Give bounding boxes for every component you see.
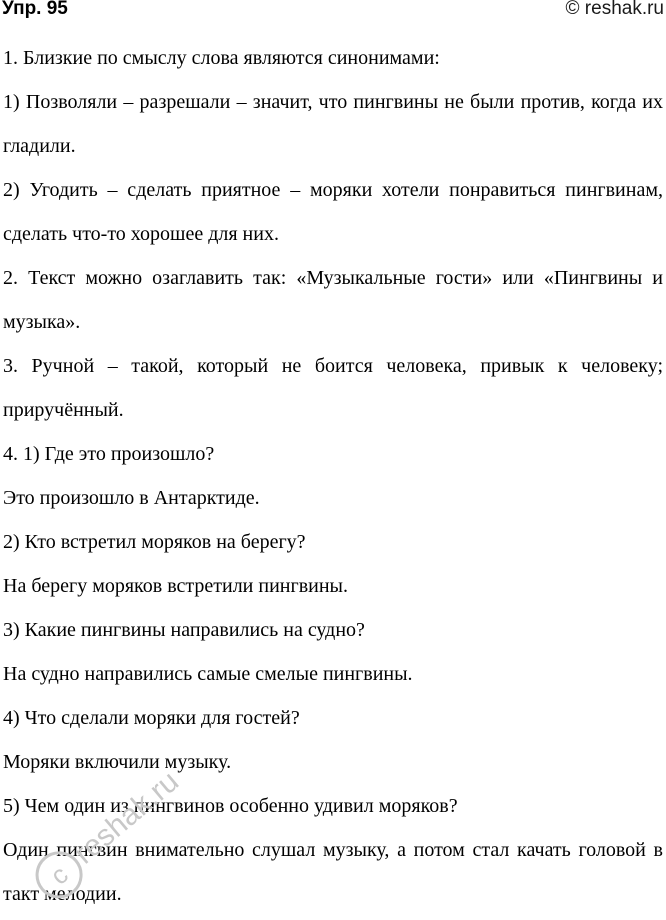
answer-content — [3, 36, 663, 916]
answer-4: Моряки включили музыку. — [3, 751, 232, 773]
answer-5: Один пингвин внимательно слушал музыку, а потом стал качать головой в такт мелодии. — [3, 839, 663, 905]
answer-3: На судно направились самые смелые пингвины. — [3, 663, 413, 685]
question-3: 3) Какие пингвины направились на судно? — [3, 619, 365, 641]
exercise-title: Упр. 95 — [2, 0, 68, 19]
answer-line-1: 1. Близкие по смыслу слова являются синонимами: — [3, 47, 440, 69]
answer-1: Это произошло в Антарктиде. — [3, 487, 260, 509]
question-1: 4. 1) Где это произошло? — [3, 443, 215, 465]
question-5: 5) Чем один из пингвинов особенно удивил моряков? — [3, 795, 458, 817]
page-header — [0, 0, 666, 30]
question-2: 2) Кто встретил моряков на берегу? — [3, 531, 306, 553]
answer-line-5: 3. Ручной – такой, который не боится человека, привык к человеку; приручённый. — [3, 355, 663, 421]
answer-line-3: 2) Угодить – сделать приятное – моряки хотели понравиться пингвинам, сделать что-то хорошее для них. — [3, 179, 663, 245]
question-4: 4) Что сделали моряки для гостей? — [3, 707, 300, 729]
answer-line-4: 2. Текст можно озаглавить так: «Музыкальные гости» или «Пингвины и музыка». — [3, 267, 663, 333]
svg-text:c: c — [44, 859, 74, 891]
site-copyright[interactable]: © reshak.ru — [565, 0, 664, 19]
answer-2: На берегу моряков встретили пингвины. — [3, 575, 348, 597]
answer-line-2: 1) Позволяли – разрешали – значит, что пингвины не были против, когда их гладили. — [3, 91, 663, 157]
watermark-text: reshak.ru — [68, 764, 186, 871]
